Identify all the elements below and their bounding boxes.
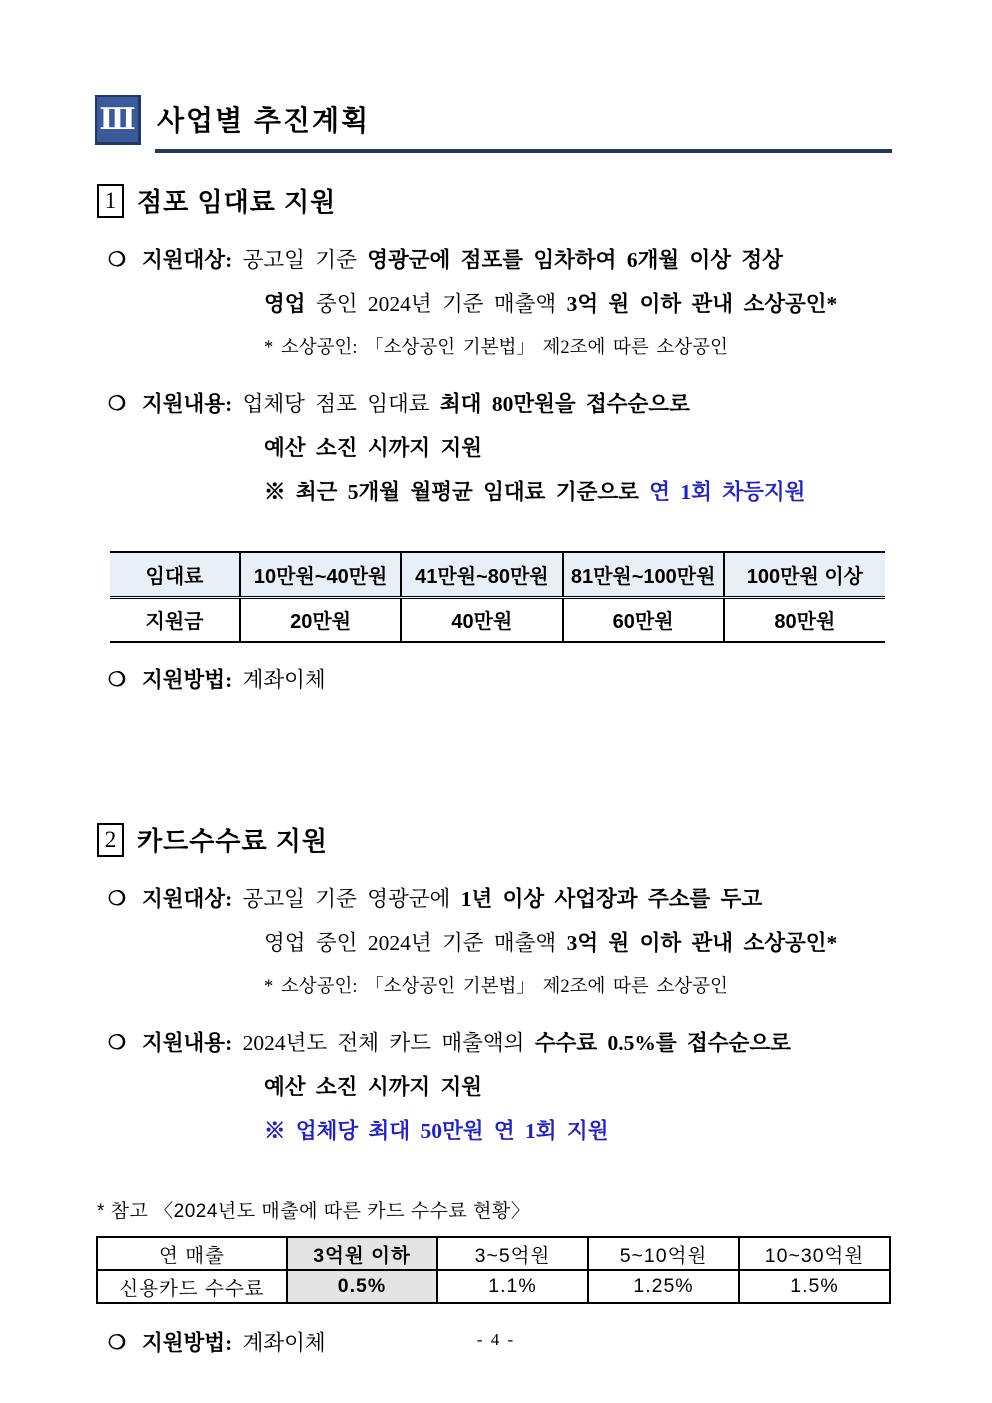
table-cell: 80만원 bbox=[724, 597, 885, 642]
section2-target-lines bbox=[142, 884, 892, 1002]
bullet-circle-icon: ❍ bbox=[108, 669, 126, 691]
content-text-regular: 2024년도 전체 카드 매출액의 bbox=[242, 1031, 525, 1055]
table-cell: 연 매출 bbox=[97, 1237, 287, 1270]
section1-footnote: * 소상공인: 「소상공인 기본법」 제2조에 따른 소상공인 bbox=[264, 338, 728, 358]
target-text-regular: 공고일 기준 bbox=[242, 248, 357, 272]
section1-note-line bbox=[142, 477, 892, 507]
chapter-title: 사업별 추진계획 bbox=[157, 105, 371, 136]
table-header-cell: 81만원~100만원 bbox=[563, 552, 724, 597]
section2-content-line2: 예산 소진 시까지 지원 bbox=[264, 1075, 483, 1099]
bullet-circle-icon: ❍ bbox=[108, 249, 126, 271]
method-value: 계좌이체 bbox=[242, 668, 326, 692]
section1-method-line bbox=[142, 665, 892, 695]
bullet-circle-icon: ❍ bbox=[108, 1332, 126, 1354]
table-cell: 20만원 bbox=[240, 597, 401, 642]
table-cell: 40만원 bbox=[401, 597, 562, 642]
table-cell: 신용카드 수수료 bbox=[97, 1270, 287, 1303]
target-text-bold: 3억 원 이하 관내 소상공인* bbox=[566, 292, 838, 316]
section1-content-line2: 예산 소진 시까지 지원 bbox=[264, 436, 483, 460]
table-header-cell: 임대료 bbox=[110, 552, 240, 597]
table-cell: 60만원 bbox=[563, 597, 724, 642]
table-header-cell: 10만원~40만원 bbox=[240, 552, 401, 597]
section1-method-bullet bbox=[108, 665, 892, 709]
section1-target-bullet bbox=[108, 245, 892, 363]
bullet-circle-icon: ❍ bbox=[108, 1032, 126, 1054]
note-text-blue: 연 1회 차등지원 bbox=[649, 480, 806, 504]
chapter-header bbox=[95, 95, 892, 153]
table-header-cell: 41만원~80만원 bbox=[401, 552, 562, 597]
section1-target-line1 bbox=[142, 245, 892, 275]
table-header-row bbox=[110, 552, 885, 597]
section1-target-lines bbox=[142, 245, 892, 363]
table-row-label: 지원금 bbox=[145, 611, 204, 634]
table-cell-highlighted: 3억원 이하 bbox=[287, 1237, 437, 1270]
target-text-bold: 영광군에 점포를 임차하여 6개월 이상 정상 bbox=[367, 248, 783, 272]
table-header-cell: 100만원 이상 bbox=[724, 552, 885, 597]
table-cell: 3~5억원 bbox=[437, 1237, 588, 1270]
rent-support-table bbox=[110, 551, 885, 643]
content-label: 지원내용: bbox=[142, 392, 233, 416]
table-cell: 1.25% bbox=[588, 1270, 739, 1303]
table-cell: 1.1% bbox=[437, 1270, 588, 1303]
table-row bbox=[110, 597, 885, 642]
section2-content-line1 bbox=[142, 1028, 892, 1058]
method-value: 계좌이체 bbox=[242, 1331, 326, 1355]
section2-title: 카드수수료 지원 bbox=[137, 826, 329, 856]
section1-heading bbox=[97, 182, 892, 219]
target-text-bold: 영업 bbox=[264, 292, 306, 316]
page-number: - 4 - bbox=[476, 1330, 516, 1349]
content-text-regular: 업체당 점포 임대료 bbox=[242, 392, 430, 416]
bullet-circle-icon: ❍ bbox=[108, 888, 126, 910]
table-cell: 5~10억원 bbox=[588, 1237, 739, 1270]
table-row bbox=[97, 1237, 890, 1270]
table-cell: 1.5% bbox=[739, 1270, 890, 1303]
card-fee-table bbox=[96, 1236, 891, 1304]
chapter-numeral: Ⅲ bbox=[99, 103, 136, 136]
section2-content-bullet bbox=[108, 1028, 892, 1160]
bullet-circle-icon: ❍ bbox=[108, 393, 126, 415]
target-text-bold: 3억 원 이하 관내 소상공인* bbox=[566, 931, 838, 955]
target-text-regular: 영업 중인 2024년 기준 매출액 bbox=[264, 931, 557, 955]
section2-number-box: 2 bbox=[97, 823, 124, 857]
content-label: 지원내용: bbox=[142, 1031, 233, 1055]
section1-target-line2 bbox=[142, 289, 892, 319]
section2-heading bbox=[97, 821, 892, 858]
method-label: 지원방법: bbox=[142, 1331, 233, 1355]
content-text-bold: 수수료 0.5%를 접수순으로 bbox=[534, 1031, 791, 1055]
section1-content-lines bbox=[142, 389, 892, 521]
section2-footnote: * 소상공인: 「소상공인 기본법」 제2조에 따른 소상공인 bbox=[264, 977, 728, 997]
table-row bbox=[97, 1270, 890, 1303]
target-label: 지원대상: bbox=[142, 887, 233, 911]
target-text-regular: 공고일 기준 영광군에 bbox=[242, 887, 451, 911]
section2-note-line: ※ 업체당 최대 50만원 연 1회 지원 bbox=[264, 1119, 609, 1143]
section2-target-line1 bbox=[142, 884, 892, 914]
section2-content-lines bbox=[142, 1028, 892, 1160]
section1-method-lines bbox=[142, 665, 892, 709]
section1-title: 점포 임대료 지원 bbox=[137, 187, 337, 217]
target-text-regular: 중인 2024년 기준 매출액 bbox=[315, 292, 557, 316]
method-label: 지원방법: bbox=[142, 668, 233, 692]
target-label: 지원대상: bbox=[142, 248, 233, 272]
section1-content-bullet bbox=[108, 389, 892, 521]
section2-target-line2 bbox=[142, 928, 892, 958]
note-text-black: ※ 최근 5개월 월평균 임대료 기준으로 bbox=[264, 480, 639, 504]
section2-target-bullet bbox=[108, 884, 892, 1002]
section1-content-line1 bbox=[142, 389, 892, 419]
chapter-title-underline bbox=[155, 95, 892, 153]
content-text-bold: 최대 80만원을 접수순으로 bbox=[439, 392, 690, 416]
target-text-bold: 1년 이상 사업장과 주소를 두고 bbox=[460, 887, 763, 911]
chapter-numeral-badge bbox=[95, 95, 141, 145]
card-fee-table-caption: * 참고 〈2024년도 매출에 따른 카드 수수료 현황〉 bbox=[97, 1201, 531, 1222]
section1-number-box: 1 bbox=[97, 184, 124, 218]
table-cell-highlighted: 0.5% bbox=[287, 1270, 437, 1303]
table-cell: 10~30억원 bbox=[739, 1237, 890, 1270]
